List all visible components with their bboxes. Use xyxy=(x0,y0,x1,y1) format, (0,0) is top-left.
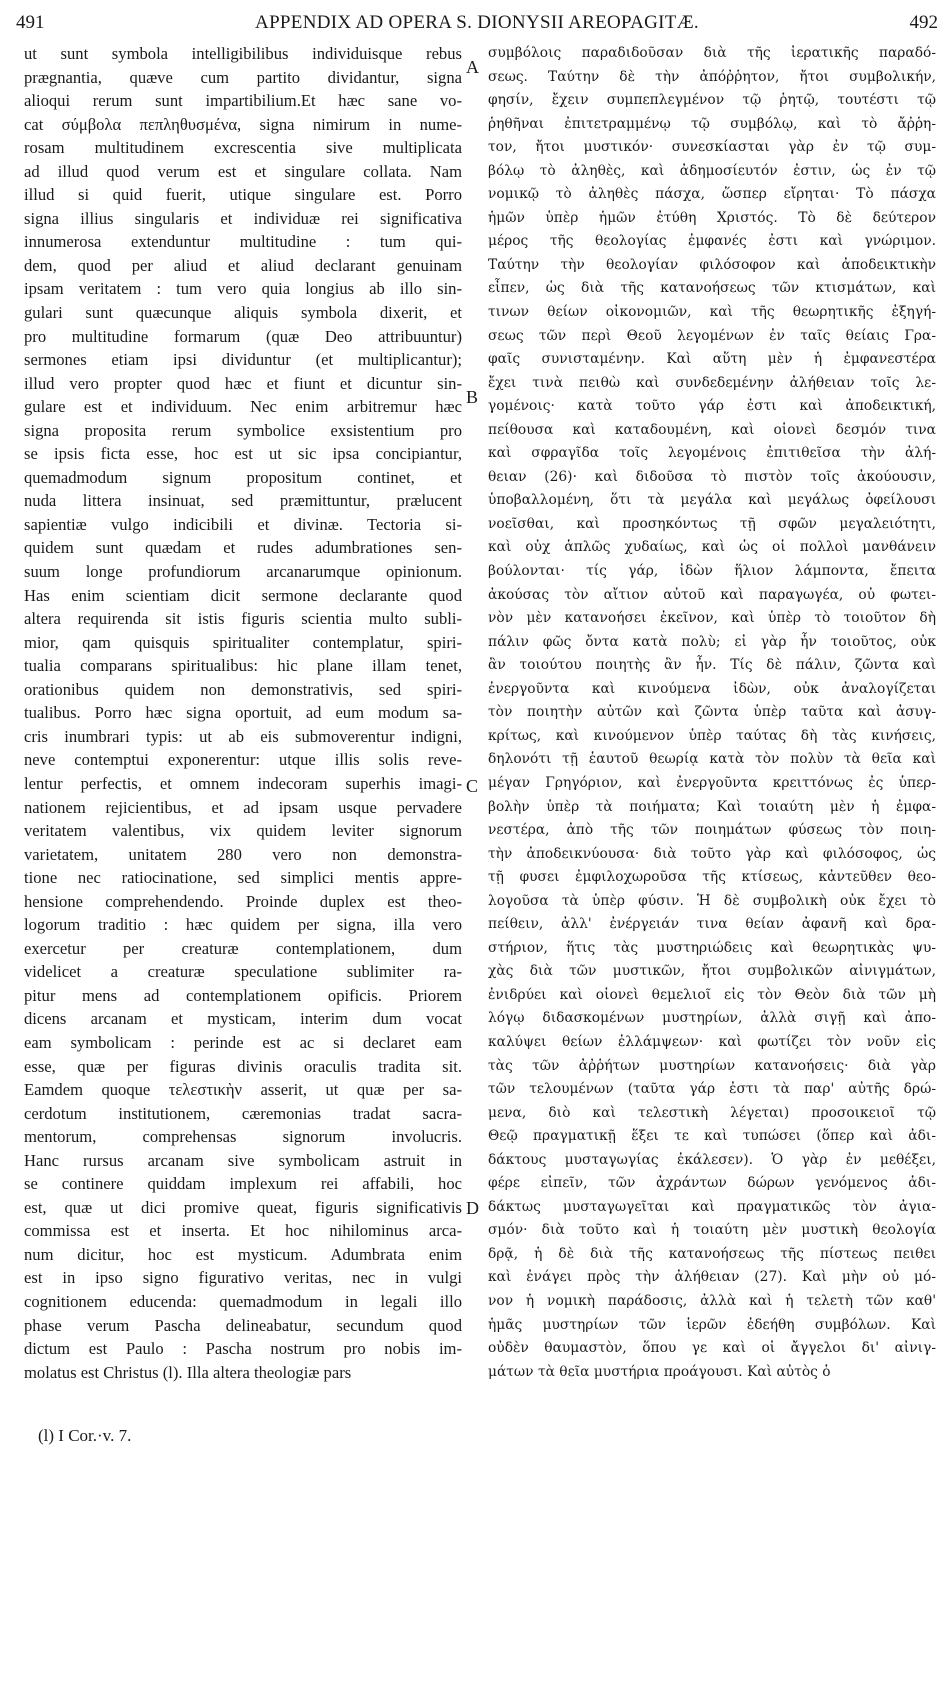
latin-line: se continere quiddam implexum rei affabili, hoc xyxy=(24,1174,462,1194)
greek-line: γομένοις· κατὰ τοῦτο γάρ ἐστι καὶ ἀποδεικτική, xyxy=(488,398,936,415)
greek-line: πάλιν φῶς ὄντα κατὰ πολὺ; εἰ γὰρ ἦν τοιοῦτος, οὐκ xyxy=(488,633,936,650)
greek-line: φησίν, ἔχειν συμπεπλεγμένον τῷ ῥητῷ, τουτέστι τῷ xyxy=(488,92,936,109)
greek-line: οὐδὲν θαυμαστὸν, ὅπου γε καὶ οἱ ἄγγελοι δι' αἰνιγ- xyxy=(488,1340,936,1357)
greek-line: πείθειν, ἀλλ' ἐνέργειάν τινα θείαν ἀφανῆ καὶ δρα- xyxy=(488,916,936,933)
latin-line: tualia comparans spiritualibus: hic plane illam tenet, xyxy=(24,656,462,676)
latin-line: mior, qam quisquis spiritualiter contemplatur, spiri- xyxy=(24,632,462,652)
greek-line: τῶν τελουμένων (ταῦτα γάρ ἐστι τὰ παρ' αὐτῆς δρώ- xyxy=(488,1081,936,1098)
greek-line: σεως τῶν περὶ Θεοῦ λεγομένων ἐν ταῖς θείαις Γρα- xyxy=(488,327,936,344)
greek-line: λόγῳ διδασκομένων μυστηρίων, ἀλλὰ σιγῇ καὶ ἀπο- xyxy=(488,1010,936,1027)
greek-line: δάκτους μυσταγωγίας ἐκάλεσεν). Ὁ γὰρ ἐν μεθέξει, xyxy=(488,1151,936,1168)
greek-line: βούλονται· τίς γάρ, ἰδὼν ἥλιον λάμποντα, ἔπειτα xyxy=(488,563,936,580)
latin-line: cris inumbrari typis: ut ab eis submoverentur indigni, xyxy=(24,726,462,746)
latin-line: dictum est Paulo : Pascha nostrum pro nobis im- xyxy=(24,1339,462,1359)
latin-line: signa illius singularis et individuæ rei significativa xyxy=(24,208,462,228)
latin-line: altera requirenda sit istis figuris scientia multo subli- xyxy=(24,609,462,629)
margin-marker-b: B xyxy=(466,387,479,407)
greek-line: ἡμῶν ὑπὲρ ἡμῶν ἐτύθη Χριστός. Τὸ δὲ δεύτερον xyxy=(488,209,936,226)
greek-line: καὶ οὐχ ἁπλῶς χυδαίως, καὶ ὡς οἱ πολλοὶ μανθάνειν xyxy=(488,539,936,556)
latin-line: logorum traditio : hæc quidem per signa, illa vero xyxy=(24,915,462,935)
greek-line: μέγαν Γρηγόριον, καὶ ἐνεργοῦντα κρειττόνως ἐς ὑπερ- xyxy=(488,774,936,791)
running-header xyxy=(16,8,938,36)
greek-line: Ταύτην τὴν θεολογίαν φιλόσοφον καὶ ἀποδεικτικὴν xyxy=(488,256,936,273)
latin-column xyxy=(24,42,462,1700)
margin-marker-d: D xyxy=(466,1198,479,1218)
greek-line: βόλῳ τὸ ἀληθὲς, καὶ ἀδημοσίευτόν ἐστιν, ὡς ἐν τῷ xyxy=(488,162,936,179)
latin-line: innumerosa extenduntur multitudine : tum qui- xyxy=(24,232,462,252)
latin-line: gulare est et individuum. Nec enim arbitremur hæc xyxy=(24,397,462,417)
greek-line: τὸν ποιητὴν αὐτῶν καὶ ζῶντα ὑπὲρ ταῦτα καὶ ἀσυγ- xyxy=(488,704,936,721)
greek-line: τὰς τῶν ἀῤῥήτων μυστηρίων κατανοήσεις· διὰ γὰρ xyxy=(488,1057,936,1074)
greek-line: ἔχει τινὰ πειθὼ καὶ συνδεδεμένην ἀλήθειαν τοῖς λε- xyxy=(488,374,936,391)
margin-marker-c: C xyxy=(466,776,479,796)
greek-line: δρᾷ, ἡ δὲ διὰ τῆς κατανοήσεως τῆς πίστεως πειθει xyxy=(488,1245,936,1262)
greek-line: δάκτως μυσταγωγεῖται καὶ πραγματικῶς τὸν ἁγια- xyxy=(488,1198,936,1215)
latin-line: dem, quod per aliud et aliud declarant genuinam xyxy=(24,255,462,275)
greek-line: εἶπεν, ὡς διὰ τῆς κατανοήσεως τῶν κτισμάτων, καὶ xyxy=(488,280,936,297)
greek-line: τινων θείων οἰκονομιῶν, καὶ τῆς θεωρητικῆς ἐξηγή- xyxy=(488,304,936,321)
latin-line: mentorum, comprehensas signorum involucris. xyxy=(24,1127,462,1147)
latin-line: sermones etiam ipsi dividuntur (et multiplicantur); xyxy=(24,350,462,370)
latin-line: est, quæ ut dici promive queat, figuris significativis xyxy=(24,1197,462,1217)
greek-line: Θεῷ πραγματικῇ ἕξει τε καὶ τυπώσει (ὅπερ καὶ ἀδι- xyxy=(488,1128,936,1145)
greek-line: νὸν μὲν κατανοήσει ἐκεῖνον, καὶ ὑπὲρ τὸ τοιοῦτον δὴ xyxy=(488,610,936,627)
latin-line: ut sunt symbola intelligibilibus individuisque rebus xyxy=(24,44,462,63)
greek-line: ἂν τοιούτου ποιητὴς ἂν ἦν. Τίς δὲ πάλιν, ζῶντα καὶ xyxy=(488,657,936,674)
latin-line: pro multitudine formarum (quæ Deo attribuuntur) xyxy=(24,326,462,346)
latin-line: illud si quid fuerit, utique singulare est. Porro xyxy=(24,185,462,205)
greek-line: τον, ἤτοι μυστικόν· συνεσκίασται γὰρ ἐν τῷ συμ- xyxy=(488,139,936,156)
latin-line: neve contemptui exponerentur: utque illis solis reve- xyxy=(24,750,462,770)
latin-line: esse, quæ per figuras divinis oraculis tradita sit. xyxy=(24,1056,462,1076)
greek-line: φέρε εἰπεῖν, τῶν ἀχράντων δώρων γενόμενος ἀδι- xyxy=(488,1175,936,1192)
greek-line: ἐνεργοῦντα καὶ κινούμενα ἰδὼν, οὐκ ἀναλογίζεται xyxy=(488,680,936,697)
latin-line: est in ipso signo figurativo veritas, nec in vulgi xyxy=(24,1268,462,1288)
latin-line: cerdotum institutionem, cæremonias tradat sacra- xyxy=(24,1103,462,1123)
greek-line: μάτων τὰ θεῖα μυστήρια προάγουσι. Καὶ αὐτὸς ὁ xyxy=(488,1363,831,1380)
latin-line: quidem sunt quædam et rudes adumbrationes sen- xyxy=(24,538,462,558)
greek-line: ὑποβαλλομένη, ὅτι τὰ μεγάλα καὶ μεγάλως ὀφείλουσι xyxy=(488,492,936,509)
greek-line: τῇ φυσει ἐμφιλοχωροῦσα τῆς κτίσεως, κἀντεῦθεν θεο- xyxy=(488,869,936,886)
running-title: APPENDIX AD OPERA S. DIONYSII AREOPAGITÆ. xyxy=(255,12,699,33)
latin-line: cognitionem educenda: quemadmodum in legali illo xyxy=(24,1291,462,1311)
greek-line: κρίτως, καὶ κινούμενον ὑπὲρ ταύτας δὴ τὰς κινήσεις, xyxy=(488,727,936,744)
latin-line: suum longe profundiorum arcanarumque opinionum. xyxy=(24,562,462,582)
latin-line: tualibus. Porro hæc signa oportuit, ad eum modum sa- xyxy=(24,703,462,723)
greek-line: τὴν ἀποδεικνύουσα· διὰ τοῦτο γὰρ καὶ φιλόσοφος, ὡς xyxy=(488,845,936,862)
latin-line: hensione comprehendendo. Proinde duplex est theo- xyxy=(24,891,462,911)
greek-line: μενα, διὸ καὶ τελεστικὴ λέγεται) προσοικειοῖ τῷ xyxy=(488,1104,936,1121)
greek-line: ἀκούσας τὸν αἴτιον αὐτοῦ καὶ παραγωγέα, οὐ φωτει- xyxy=(488,586,936,603)
latin-line: veritatem valentibus, vix quidem leviter signorum xyxy=(24,821,462,841)
latin-line: prægnantia, quæve cum partito dividantur, signa xyxy=(24,67,462,87)
greek-line: καὶ σφραγῖδα τοῖς λεγομένοις ἐπιτιθεῖσα τὴν ἀλή- xyxy=(488,445,936,462)
greek-line: σμόν· διὰ τοῦτο καὶ ἡ τοιαύτη μὲν μυστικὴ θεολογία xyxy=(488,1222,936,1239)
latin-line: quemadmodum signum propositum continet, et xyxy=(24,467,462,487)
latin-line: videlicet a creaturæ speculatione sublimiter ra- xyxy=(24,962,462,982)
greek-line: δηλονότι τῇ ἑαυτοῦ θεωρίᾳ κατὰ τὸν πολὺν τὰ θεῖα καὶ xyxy=(488,751,936,768)
greek-line: νεστέρα, ἀπὸ τῆς τῶν ποιημάτων φύσεως τὸν ποιη- xyxy=(488,822,936,839)
latin-line: sapientiæ vulgo indicibili et divinæ. Tectoria si- xyxy=(24,514,462,534)
latin-line: molatus est Christus (l). Illa altera theologiæ pars xyxy=(24,1362,352,1382)
page-number-right: 492 xyxy=(909,12,938,33)
latin-line: nuda littera insinuat, sed præmittuntur, prælucent xyxy=(24,491,462,511)
greek-column xyxy=(488,42,936,1700)
latin-line: rosam multitudinem excrescentia sive multiplicata xyxy=(24,138,462,158)
margin-marker-a: A xyxy=(466,57,479,77)
latin-line: orationibus quidem non demonstrativis, sed spiri- xyxy=(24,679,462,699)
greek-line: χὰς διὰ τῶν μυστικῶν, ἤτοι συμβολικῶν αἰνιγμάτων, xyxy=(488,963,936,980)
latin-line: varietatem, unitatem 280 vero non demonstra- xyxy=(24,844,462,864)
greek-line: πείθουσα καὶ καταδουμένη, καὶ οἱονεὶ δεσμόν τινα xyxy=(488,421,936,438)
greek-line: στήριον, ἥτις τὰς μυστηριώδεις καὶ θεωρητικὰς ψυ- xyxy=(488,939,936,956)
greek-line: ἐνιδρύει καὶ οἱονεὶ θεμελιοῖ εἰς τὸν Θεὸν διὰ τῶν μὴ xyxy=(488,986,936,1003)
latin-line: illud vero propter quod hæc et fiunt et dicuntur sin- xyxy=(24,373,462,393)
latin-line: num dicitur, hoc est mysticum. Adumbrata enim xyxy=(24,1244,462,1264)
latin-line: commissa est et inserta. Et hoc nihilominus arca- xyxy=(24,1221,462,1241)
greek-line: θειαν (26)· καὶ διδοῦσα τὸ πιστὸν τοῖς ἀκούουσιν, xyxy=(488,468,936,485)
latin-line: Has enim scientiam dicit sermone declarante quod xyxy=(24,585,462,605)
footnote: (l) I Cor.·v. 7. xyxy=(38,1426,132,1445)
latin-line: alioqui rerum sunt impartibilium.Et hæc sane vo- xyxy=(24,91,462,111)
greek-line: νον ἡ νομικὴ παράδοσις, ἀλλὰ καὶ ἡ τελετὴ τῶν καθ' xyxy=(488,1292,936,1309)
greek-line: νομικῷ τὸ ἀληθὲς πάσχα, ὥσπερ εἴρηται· Τὸ πάσχα xyxy=(488,186,936,203)
latin-line: dicens arcanam et mysticam, interim dum vocat xyxy=(24,1009,462,1029)
latin-line: se ipsis ficta esse, hoc est ut sic ipsa concipiantur, xyxy=(24,444,462,464)
greek-line: βολὴν ὑπὲρ τὰ ποιήματα; Καὶ τοιαύτη μὲν ἡ ἐμφα- xyxy=(488,798,936,815)
latin-line: ad illud quod verum est et singulare collata. Nam xyxy=(24,161,462,181)
greek-line: καὶ ἐνάγει πρὸς τὴν ἀλήθειαν (27). Καὶ μὴν οὐ μό- xyxy=(488,1269,936,1286)
greek-line: λογοῦσα τὰ ὑπὲρ φύσιν. Ἡ δὲ συμβολικὴ οὐκ ἔχει τὸ xyxy=(488,892,936,909)
greek-line: καλύψει θείων ἐλλάμψεων· καὶ φωτίζει τὸν νοῦν εἰς xyxy=(488,1033,936,1050)
latin-line: lentur perfectis, et omnem indecoram superhis imagi- xyxy=(24,773,462,793)
latin-line: cat σύμβολα πεπληθυσμένα, signa nimirum in nume- xyxy=(24,114,462,134)
latin-line: ipsam veritatem : tum vero quia longius ab illo sin- xyxy=(24,279,462,299)
page-number-left: 491 xyxy=(16,12,45,33)
latin-line: gulari sunt quæcunque aliquis symbola dixerit, et xyxy=(24,303,462,323)
latin-line: phase verum Pascha delineabatur, secundum quod xyxy=(24,1315,462,1335)
latin-line: exercetur per creaturæ contemplationem, dum xyxy=(24,938,462,958)
latin-line: eam symbolicam : perinde est ac si declaret eam xyxy=(24,1032,462,1052)
greek-line: συμβόλοις παραδιδοῦσαν διὰ τῆς ἱερατικῆς παραδό- xyxy=(488,45,936,61)
latin-line: Eamdem quoque τελεστικὴν asserit, ut quæ per sa- xyxy=(24,1080,462,1100)
latin-line: signa proposita rerum symbolice exsistentium pro xyxy=(24,420,462,440)
latin-line: pitur mens ad contemplationem opificis. Priorem xyxy=(24,985,462,1005)
latin-line: Hanc rursus arcanam sive symbolicam astruit in xyxy=(24,1150,462,1170)
greek-line: ῥηθῆναι ἐπιτετραμμένῳ τῷ συμβόλῳ, καὶ τὸ ἄῤῥη- xyxy=(488,115,936,132)
greek-line: ἡμᾶς μυστηρίων τῶν ἱερῶν ἐδεήθη συμβόλων. Καὶ xyxy=(488,1316,936,1333)
greek-line: σεως. Ταύτην δὲ τὴν ἀπόῤῥητον, ἤτοι συμβολικήν, xyxy=(488,68,936,85)
greek-line: μέρος τῆς θεολογίας ἐμφανές ἐστι καὶ γνώριμον. xyxy=(488,233,936,250)
greek-line: νοεῖσθαι, καὶ προσηκόντως τῇ σφῶν μεγαλειότητι, xyxy=(488,515,936,532)
greek-line: φαῖς συνισταμένην. Καὶ αὕτη μὲν ἡ ἐμφανεστέρα xyxy=(488,351,936,368)
latin-line: tione nec ratiocinatione, sed simplici mentis appre- xyxy=(24,868,462,888)
latin-line: nationem rejicientibus, et ad ipsam usque pervadere xyxy=(24,797,462,817)
